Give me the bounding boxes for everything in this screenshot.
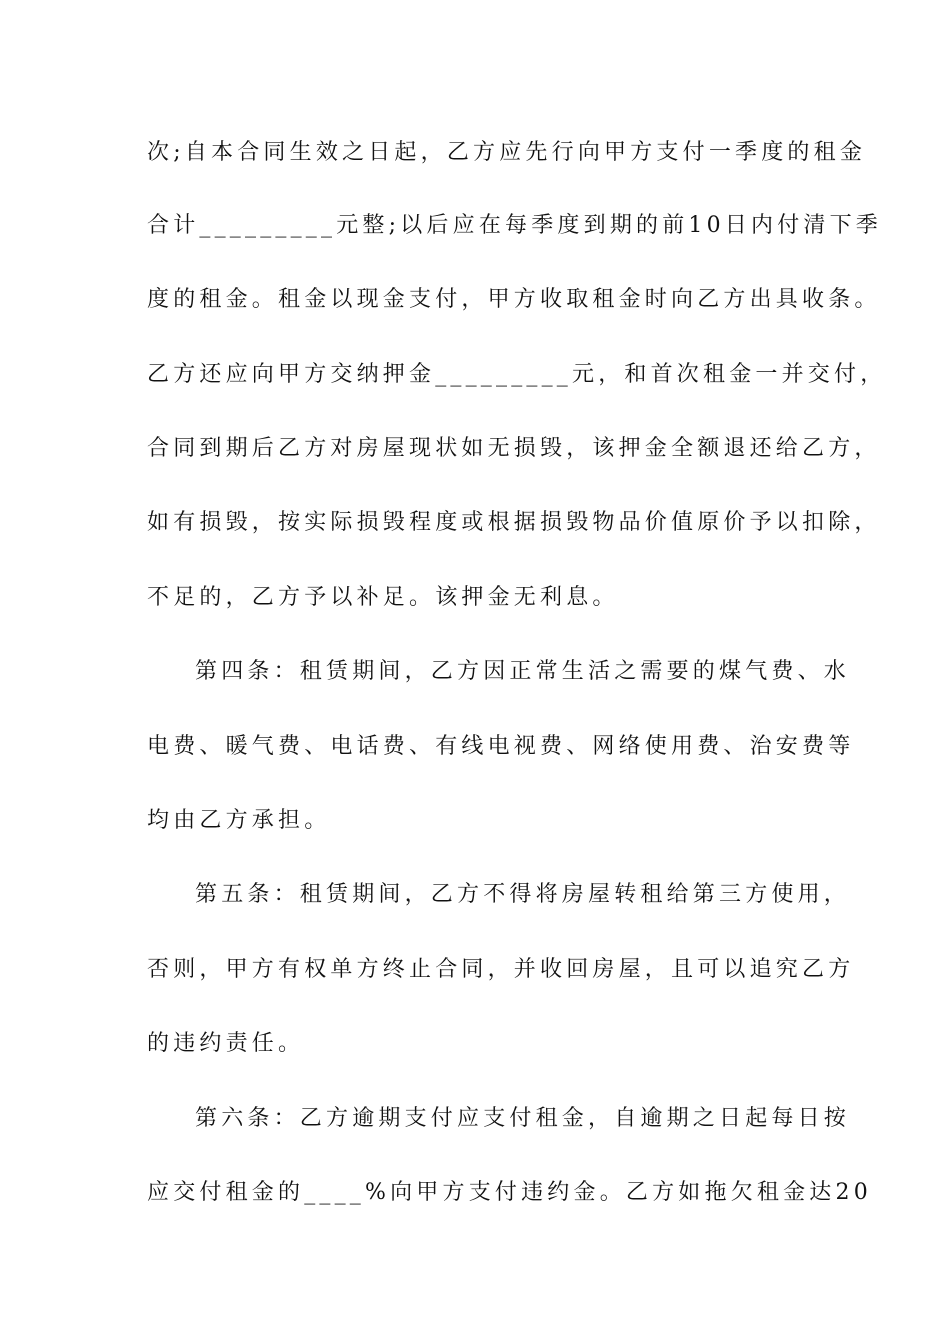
article-4-heading-line: 第四条：租赁期间，乙方因正常生活之需要的煤气费、水 [195,659,851,684]
text-line: 乙方还应向甲方交纳押金_________元，和首次租金一并交付， [147,362,887,387]
text-line: 合同到期后乙方对房屋现状如无损毁，该押金全额退还给乙方， [147,436,881,461]
text-line: 不足的，乙方予以补足。该押金无利息。 [147,585,619,610]
text-line: 如有损毁，按实际损毁程度或根据损毁物品价值原价予以扣除， [147,510,881,535]
text-line: 均由乙方承担。 [147,808,331,833]
text-line: 的违约责任。 [147,1031,305,1056]
text-line: 度的租金。租金以现金支付，甲方收取租金时向乙方出具收条。 [147,287,881,312]
text-line: 电费、暖气费、电话费、有线电视费、网络使用费、治安费等 [147,734,855,759]
text-line: 合计_________元整;以后应在每季度到期的前10日内付清下季 [147,213,883,238]
article-5-heading-line: 第五条：租赁期间，乙方不得将房屋转租给第三方使用， [195,882,851,907]
text-line: 应交付租金的____%向甲方支付违约金。乙方如拖欠租金达20 [147,1180,872,1205]
text-line: 次;自本合同生效之日起，乙方应先行向甲方支付一季度的租金 [147,140,867,165]
article-6-heading-line: 第六条：乙方逾期支付应支付租金，自逾期之日起每日按 [195,1106,851,1131]
text-line: 否则，甲方有权单方终止合同，并收回房屋，且可以追究乙方 [147,957,855,982]
